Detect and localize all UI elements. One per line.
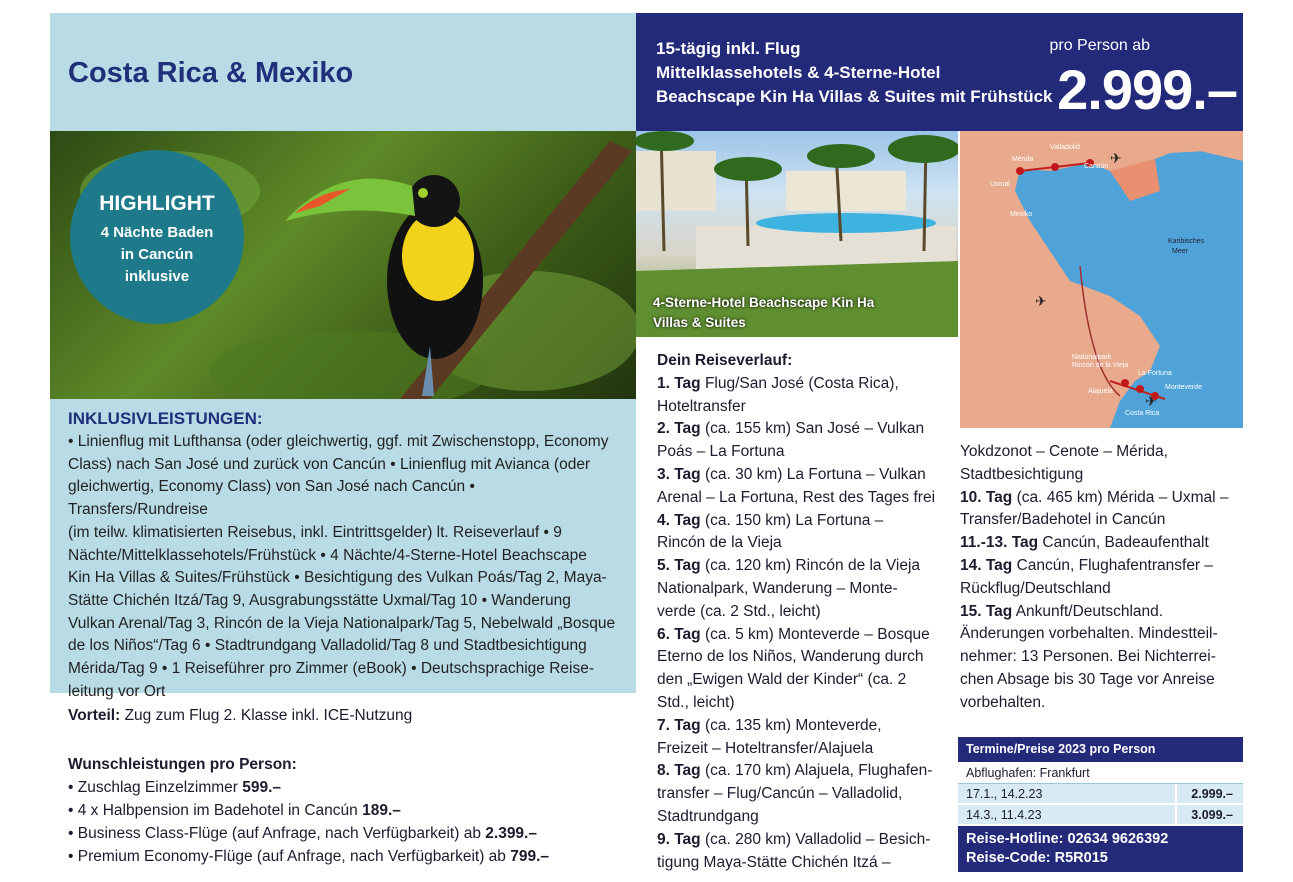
itinerary-text: Nationalpark, Wanderung – Monte- (657, 579, 898, 597)
summary-line: Mittelklassehotels & 4-Sterne-Hotel (656, 63, 941, 82)
itinerary-text: (ca. 30 km) La Fortuna – Vulkan (700, 465, 926, 483)
offer-header (636, 13, 1243, 131)
itinerary-text: chen Absage bis 30 Tage vor Anreise (960, 670, 1215, 688)
itinerary-day: 3. Tag (657, 465, 701, 483)
itinerary-text: Eterno de los Niños, Wanderung durch (657, 648, 924, 666)
itinerary-text: Transfer/Badehotel in Cancún (960, 511, 1166, 529)
itinerary-column-1 (657, 350, 947, 874)
itinerary-line (960, 487, 1245, 510)
itinerary-line (657, 532, 947, 555)
itinerary-text: Freizeit – Hoteltransfer/Alajuela (657, 739, 874, 757)
itinerary-text: (ca. 120 km) Rincón de la Vieja (700, 557, 921, 575)
itinerary-text: (ca. 155 km) San José – Vulkan (700, 420, 925, 438)
itinerary-day: 9. Tag (657, 830, 701, 848)
price: 2.999.– (1057, 58, 1237, 121)
table-row (958, 805, 1243, 826)
inclusive-line: Kin Ha Villas & Suites/Frühstück • Besichtigung des Vulkan Poás/Tag 2, Maya- (68, 569, 607, 587)
map-label: Cancún (1084, 163, 1109, 170)
itinerary-text: verde (ca. 2 Std., leicht) (657, 602, 821, 620)
caption-line: 4-Sterne-Hotel Beachscape Kin Ha (653, 295, 875, 310)
map-label: Costa Rica (1125, 410, 1160, 417)
itinerary-text: Stadtbesichtigung (960, 465, 1084, 483)
itinerary-text: Flug/San José (Costa Rica), (700, 374, 899, 392)
row-dates: 14.3., 11.4.23 (966, 808, 1042, 822)
inclusive-line: Stätte Chichén Itzá/Tag 9, Ausgrabungsstätte Uxmal/Tag 10 • Wanderung (68, 591, 571, 609)
itinerary-line (960, 509, 1245, 532)
itinerary-text: transfer – Flug/Cancún – Valladolid, (657, 785, 903, 803)
inclusive-line: de los Niños“/Tag 6 • Stadtrundgang Valladolid/Tag 8 und Stadtbesichtigung (68, 637, 587, 655)
itinerary-day: 5. Tag (657, 557, 701, 575)
optional-item: • Business Class-Flüge (auf Anfrage, nach Verfügbarkeit) ab 2.399.– (68, 825, 537, 842)
plane-icon: ✈ (1035, 293, 1047, 309)
optional-item: • Premium Economy-Flüge (auf Anfrage, nach Verfügbarkeit) ab 799.– (68, 848, 550, 865)
itinerary-day: 15. Tag (960, 602, 1013, 620)
itinerary-text: (ca. 280 km) Valladolid – Besich- (700, 830, 931, 848)
advantage-note (68, 707, 412, 725)
itinerary-text: vorbehalten. (960, 693, 1046, 711)
highlight-badge (70, 150, 244, 324)
inclusive-line: Mérida/Tag 9 • 1 Reiseführer pro Zimmer (eBook) • Deutschsprachige Reise- (68, 660, 595, 678)
itinerary-day: 1. Tag (657, 374, 701, 392)
inclusive-line: Class) nach San José und zurück von Cancún • Linienflug mit Avianca (oder (68, 455, 591, 473)
itinerary-day: 14. Tag (960, 556, 1013, 574)
inclusive-line: Nächte/Mittelklassehotels/Frühstück • 4 Nächte/4-Sterne-Hotel Beachscape (68, 546, 587, 564)
map-label: Valladolid (1050, 144, 1080, 151)
itinerary-text: (ca. 170 km) Alajuela, Flughafen- (700, 762, 933, 780)
optional-services (68, 753, 549, 868)
itinerary-text: (ca. 150 km) La Fortuna – (700, 511, 884, 529)
optional-item: • Zuschlag Einzelzimmer 599.– (68, 779, 282, 796)
inclusive-line: leitung vor Ort (68, 682, 166, 700)
itinerary-line (657, 783, 947, 806)
itinerary-text: den „Ewigen Wald der Kinder“ (ca. 2 (657, 671, 907, 689)
advantage-text: Zug zum Flug 2. Klasse inkl. ICE-Nutzung (124, 707, 413, 724)
itinerary-line (657, 646, 947, 669)
optional-heading: Wunschleistungen pro Person: (68, 756, 297, 773)
itinerary-line (657, 418, 947, 441)
row-dates: 17.1., 14.2.23 (966, 787, 1043, 801)
price-prefix: pro Person ab (1049, 37, 1150, 54)
plane-icon: ✈ (1145, 393, 1157, 409)
itinerary-day: 8. Tag (657, 762, 701, 780)
hotel-caption (653, 293, 874, 333)
itinerary-text: Rückflug/Deutschland (960, 579, 1111, 597)
itinerary-line (657, 738, 947, 761)
itinerary-line (657, 555, 947, 578)
inclusive-services (50, 399, 636, 700)
itinerary-line (657, 624, 947, 647)
itinerary-line (960, 578, 1245, 601)
itinerary-text: (ca. 465 km) Mérida – Uxmal – (1012, 488, 1229, 506)
hotline: Reise-Hotline: 02634 9626392 (966, 831, 1169, 847)
itinerary-line (657, 715, 947, 738)
itinerary-line (960, 692, 1245, 715)
itinerary-line (657, 852, 947, 875)
itinerary-line (657, 464, 947, 487)
map-label: Uxmal (990, 181, 1010, 188)
inclusive-line: • Linienflug mit Lufthansa (oder gleichwertig, ggf. mit Zwischenstopp, Economy (68, 433, 609, 450)
itinerary-line (657, 806, 947, 829)
table-subheading: Abflughafen: Frankfurt (958, 762, 1243, 784)
itinerary-day: 11.-13. Tag (960, 534, 1039, 552)
itinerary-text: Änderungen vorbehalten. Mindestteil- (960, 625, 1218, 643)
itinerary-text: nehmer: 13 Personen. Bei Nichterrei- (960, 648, 1216, 666)
map-label: Alajuela (1088, 388, 1113, 395)
inclusive-line: Vulkan Arenal/Tag 3, Rincón de la Vieja Nationalpark/Tag 5, Nebelwald „Bosque (68, 614, 616, 632)
itinerary-text: Poás – La Fortuna (657, 443, 785, 461)
itinerary-line (657, 601, 947, 624)
inclusive-line: (im teilw. klimatisierten Reisebus, inkl. Eintrittsgelder) lt. Reiseverlauf • 9 (68, 523, 562, 541)
itinerary-line (657, 692, 947, 715)
map-label: Mérida (1012, 156, 1034, 163)
itinerary-line (657, 510, 947, 533)
itinerary-line (657, 373, 947, 396)
itinerary-text: Arenal – La Fortuna, Rest des Tages frei (657, 488, 936, 506)
optional-item: • 4 x Halbpension im Badehotel in Cancún 189.– (68, 802, 401, 819)
itinerary-line (960, 601, 1245, 624)
itinerary-line (960, 669, 1245, 692)
map-label: Nationalpark (1072, 354, 1112, 361)
summary-line: 15-tägig inkl. Flug (656, 39, 801, 58)
caption-line: Villas & Suites (653, 315, 746, 330)
plane-icon: ✈ (1110, 150, 1122, 166)
table-row (958, 784, 1243, 805)
highlight-line: inklusive (124, 268, 190, 285)
itinerary-text: (ca. 5 km) Monteverde – Bosque (700, 625, 930, 643)
itinerary-text: Hoteltransfer (657, 397, 746, 415)
map-label: Karibisches (1168, 238, 1205, 245)
map-label: Rincón de la Vieja (1072, 362, 1129, 369)
itinerary-line (960, 646, 1245, 669)
inclusive-text (68, 431, 618, 703)
itinerary-heading: Dein Reiseverlauf: (657, 352, 793, 369)
itinerary-line (960, 532, 1245, 555)
page-title: Costa Rica & Mexiko (68, 57, 354, 89)
itinerary-line (960, 441, 1245, 464)
itinerary-text: Std., leicht) (657, 693, 735, 711)
itinerary-text: (ca. 135 km) Monteverde, (700, 716, 882, 734)
itinerary-line (657, 396, 947, 419)
itinerary-text: Cancún, Badeaufenthalt (1038, 534, 1209, 552)
itinerary-line (657, 441, 947, 464)
offer-summary (656, 37, 1053, 109)
itinerary-day: 7. Tag (657, 716, 701, 734)
itinerary-line (657, 578, 947, 601)
itinerary-text: Yokdzonot – Cenote – Mérida, (960, 443, 1168, 460)
inclusive-line: gleichwertig, Economy Class) von San José nach Cancún • Transfers/Rundreise (68, 478, 475, 519)
itinerary-day: 2. Tag (657, 420, 701, 438)
itinerary-line (960, 464, 1245, 487)
map-label: Mexiko (1010, 211, 1033, 218)
itinerary-line (657, 760, 947, 783)
itinerary-day: 10. Tag (960, 488, 1013, 506)
itinerary-line (960, 555, 1245, 578)
map-label: Meer (1172, 248, 1188, 255)
advantage-label: Vorteil: (68, 707, 121, 724)
itinerary-line (960, 623, 1245, 646)
itinerary-line (657, 829, 947, 852)
itinerary-line (657, 487, 947, 510)
highlight-heading: HIGHLIGHT (99, 192, 215, 215)
row-price: 3.099.– (1175, 805, 1243, 824)
highlight-line: in Cancún (120, 246, 194, 263)
travel-code: Reise-Code: R5R015 (966, 850, 1108, 866)
inclusive-heading: INKLUSIVLEISTUNGEN: (68, 409, 263, 428)
map-label: La Fortuna (1138, 370, 1172, 377)
highlight-line: 4 Nächte Baden (100, 224, 214, 241)
row-price: 2.999.– (1175, 784, 1243, 803)
route-map (960, 131, 1243, 428)
itinerary-text: Stadtrundgang (657, 807, 759, 825)
map-label: Monteverde (1165, 384, 1202, 391)
itinerary-day: 4. Tag (657, 511, 701, 529)
itinerary-text: tigung Maya-Stätte Chichén Itzá – (657, 853, 891, 871)
dates-prices-table (958, 737, 1243, 872)
summary-line: Beachscape Kin Ha Villas & Suites mit Frühstück (656, 87, 1053, 106)
itinerary-column-2 (960, 441, 1245, 715)
table-heading: Termine/Preise 2023 pro Person (958, 737, 1243, 762)
itinerary-line (657, 669, 947, 692)
title-box (50, 13, 636, 131)
booking-info (958, 826, 1243, 872)
itinerary-day: 6. Tag (657, 625, 701, 643)
itinerary-text: Rincón de la Vieja (657, 534, 782, 552)
highlight-text (70, 222, 244, 288)
itinerary-text: Cancún, Flughafentransfer – (1012, 556, 1214, 574)
itinerary-text: Ankunft/Deutschland. (1012, 602, 1164, 620)
